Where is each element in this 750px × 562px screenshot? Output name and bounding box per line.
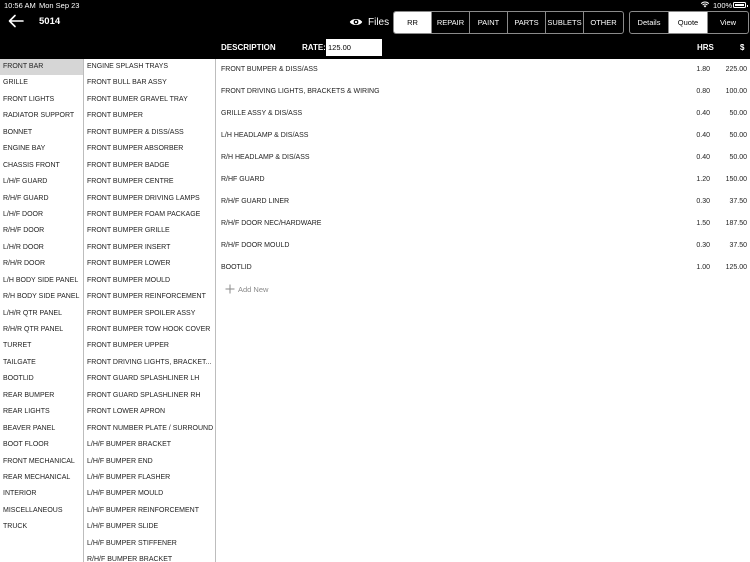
line-item-amount: 125.00 (725, 264, 747, 271)
part-item[interactable]: FRONT BUMPER ABSORBER (87, 145, 184, 153)
part-item[interactable]: FRONT BUMPER GRILLE (87, 227, 170, 235)
part-item[interactable]: FRONT BUMPER CENTRE (87, 178, 174, 186)
view-details[interactable]: Details (630, 12, 669, 33)
battery-icon (733, 2, 746, 8)
section-item[interactable]: BONNET (3, 128, 33, 136)
section-item[interactable]: ENGINE BAY (3, 145, 46, 153)
line-item-row[interactable] (216, 125, 750, 147)
line-item-description: L/H HEADLAMP & DIS/ASS (221, 132, 309, 139)
part-item[interactable]: FRONT BUMPER INSERT (87, 243, 171, 251)
part-item[interactable]: L/H/F BUMPER FLASHER (87, 473, 171, 481)
part-item[interactable]: FRONT LOWER APRON (87, 408, 166, 416)
section-item[interactable]: RADIATOR SUPPORT (3, 112, 75, 120)
part-item[interactable]: FRONT BUMPER TOW HOOK COVER (87, 326, 211, 333)
part-item[interactable]: FRONT NUMBER PLATE / SURROUND (87, 424, 214, 432)
section-item[interactable]: FRONT MECHANICAL (3, 457, 75, 465)
line-item-description: GRILLE ASSY & DIS/ASS (221, 110, 303, 117)
status-time: 10:56 AM (4, 1, 36, 10)
rate-input[interactable] (326, 39, 382, 56)
tab-other[interactable]: OTHER (590, 18, 617, 27)
line-item-description: FRONT DRIVING LIGHTS, BRACKETS & WIRING (221, 88, 380, 95)
view-quote[interactable]: Quote (669, 12, 708, 33)
section-item[interactable]: R/H/R QTR PANEL (3, 326, 64, 333)
line-item-description: BOOTLID (221, 264, 252, 271)
table-header (0, 36, 750, 59)
tab-paint[interactable]: PAINT (470, 12, 508, 33)
part-item[interactable]: FRONT BUMPER (87, 112, 143, 120)
line-items-list (216, 59, 750, 562)
top-bar (0, 0, 750, 36)
hrs-header: HRS (697, 43, 714, 52)
line-item-amount: 100.00 (725, 88, 747, 95)
line-item-amount: 50.00 (729, 132, 747, 139)
line-item-amount: 37.50 (729, 198, 747, 205)
line-item-hours: 1.00 (696, 264, 710, 271)
section-item[interactable]: L/H/R DOOR (3, 243, 44, 251)
eye-icon (349, 17, 363, 27)
part-item[interactable]: FRONT BUMPER MOULD (87, 276, 171, 284)
files-label: Files (368, 16, 390, 28)
tab-repair[interactable]: REPAIR (432, 12, 470, 33)
line-item-row[interactable] (216, 147, 750, 169)
job-number: 5014 (39, 16, 61, 27)
status-bar (0, 0, 750, 11)
part-item[interactable]: ENGINE SPLASH TRAYS (87, 63, 169, 70)
line-item-hours: 0.40 (696, 132, 710, 139)
add-new-button[interactable] (216, 279, 750, 299)
section-item[interactable]: BEAVER PANEL (3, 424, 56, 432)
section-item[interactable]: FRONT LIGHTS (3, 95, 55, 103)
view-segmented-control (629, 11, 749, 34)
line-item-description: R/HF GUARD (221, 176, 265, 183)
section-item[interactable]: BOOT FLOOR (3, 441, 49, 449)
line-item-hours: 0.40 (696, 110, 710, 117)
line-item-row[interactable] (216, 191, 750, 213)
line-item-row[interactable] (216, 81, 750, 103)
line-item-row[interactable] (216, 213, 750, 235)
part-item[interactable]: FRONT BUMER GRAVEL TRAY (87, 95, 188, 103)
part-item[interactable]: FRONT BUMPER LOWER (87, 260, 171, 268)
line-item-hours: 0.30 (696, 242, 710, 249)
wifi-icon (700, 0, 710, 8)
part-item[interactable]: FRONT BULL BAR ASSY (87, 79, 167, 87)
line-item-description: FRONT BUMPER & DISS/ASS (221, 66, 318, 73)
part-item[interactable]: FRONT DRIVING LIGHTS, BRACKET... (87, 358, 212, 366)
description-header: DESCRIPTION (221, 43, 276, 52)
part-item[interactable]: FRONT BUMPER UPPER (87, 342, 169, 350)
section-item[interactable]: REAR MECHANICAL (3, 473, 71, 481)
parts-list (84, 59, 216, 562)
line-item-amount: 150.00 (725, 176, 747, 183)
part-item[interactable]: FRONT GUARD SPLASHLINER LH (87, 375, 200, 383)
section-item[interactable]: REAR BUMPER (3, 391, 55, 399)
line-item-hours: 0.80 (696, 88, 710, 95)
line-item-description: R/H/F GUARD LINER (221, 198, 290, 205)
tab-parts[interactable]: PARTS (508, 12, 546, 33)
section-item[interactable]: R/H/F GUARD (3, 194, 49, 202)
tab-rr[interactable]: RR (394, 12, 432, 33)
line-item-amount: 50.00 (729, 110, 747, 117)
line-item-row[interactable] (216, 103, 750, 125)
part-item[interactable]: L/H/F BUMPER SLIDE (87, 523, 159, 531)
view-view[interactable]: View (719, 18, 737, 27)
plus-icon (225, 284, 235, 294)
part-item[interactable]: L/H/F BUMPER END (87, 457, 153, 465)
section-item[interactable]: TURRET (3, 342, 32, 350)
line-item-amount: 37.50 (729, 242, 747, 249)
part-item[interactable]: L/H/F BUMPER STIFFENER (87, 539, 177, 547)
section-item[interactable]: R/H BODY SIDE PANEL (3, 293, 80, 301)
line-item-row[interactable] (216, 235, 750, 257)
part-item[interactable]: FRONT BUMPER & DISS/ASS (87, 128, 184, 136)
section-item[interactable]: INTERIOR (3, 490, 37, 498)
part-item[interactable]: FRONT GUARD SPLASHLINER RH (87, 391, 201, 399)
section-item[interactable]: L/H BODY SIDE PANEL (3, 276, 79, 284)
section-item[interactable]: L/H/F DOOR (3, 210, 44, 218)
files-button[interactable] (349, 15, 389, 29)
line-item-hours: 0.30 (696, 198, 710, 205)
line-item-amount: 187.50 (725, 220, 747, 227)
line-item-row[interactable] (216, 59, 750, 81)
battery-percent: 100% (713, 1, 733, 10)
section-item[interactable]: TRUCK (3, 523, 28, 531)
section-item[interactable]: FRONT BAR (0, 59, 83, 75)
category-segmented-control (393, 11, 624, 34)
part-item[interactable]: L/H/F BUMPER MOULD (87, 490, 164, 498)
part-item[interactable]: FRONT BUMPER BADGE (87, 161, 170, 169)
section-item[interactable]: MISCELLANEOUS (3, 506, 63, 514)
section-item[interactable]: R/H/F DOOR (3, 227, 45, 235)
line-item-description: R/H/F DOOR NEC/HARDWARE (221, 220, 322, 227)
back-arrow-icon[interactable] (7, 13, 25, 29)
line-item-amount: 50.00 (729, 154, 747, 161)
line-item-description: R/H/F DOOR MOULD (221, 242, 290, 249)
section-item[interactable]: BOOTLID (3, 375, 34, 383)
section-item[interactable]: L/H/R QTR PANEL (3, 309, 62, 317)
line-item-hours: 1.50 (696, 220, 710, 227)
section-item[interactable]: REAR LIGHTS (3, 408, 50, 416)
line-item-description: R/H HEADLAMP & DIS/ASS (221, 154, 310, 161)
part-item[interactable]: FRONT BUMPER FOAM PACKAGE (87, 210, 201, 218)
section-item[interactable]: R/H/R DOOR (3, 260, 45, 268)
line-item-amount: 225.00 (725, 66, 747, 73)
rate-label: RATE: (302, 43, 326, 52)
part-item[interactable]: L/H/F BUMPER BRACKET (87, 441, 172, 449)
line-item-row[interactable] (216, 169, 750, 191)
section-item[interactable]: TAILGATE (3, 358, 36, 366)
part-item[interactable]: R/H/F BUMPER BRACKET (87, 556, 173, 562)
tab-sublets[interactable]: SUBLETS (546, 12, 584, 33)
section-item[interactable]: GRILLE (3, 79, 28, 87)
part-item[interactable]: FRONT BUMPER REINFORCEMENT (87, 293, 206, 301)
section-item[interactable]: L/H/F GUARD (3, 178, 48, 186)
part-item[interactable]: L/H/F BUMPER REINFORCEMENT (87, 506, 200, 514)
section-item[interactable]: CHASSIS FRONT (3, 161, 60, 169)
part-item[interactable]: FRONT BUMPER DRIVING LAMPS (87, 194, 200, 202)
line-item-hours: 1.80 (696, 66, 710, 73)
line-item-row[interactable] (216, 257, 750, 279)
line-item-hours: 0.40 (696, 154, 710, 161)
line-item-hours: 1.20 (696, 176, 710, 183)
status-date: Mon Sep 23 (39, 1, 80, 10)
part-item[interactable]: FRONT BUMPER SPOILER ASSY (87, 309, 196, 317)
add-new-label: Add New (238, 284, 269, 294)
section-list (0, 59, 84, 562)
amount-header: $ (740, 43, 745, 52)
